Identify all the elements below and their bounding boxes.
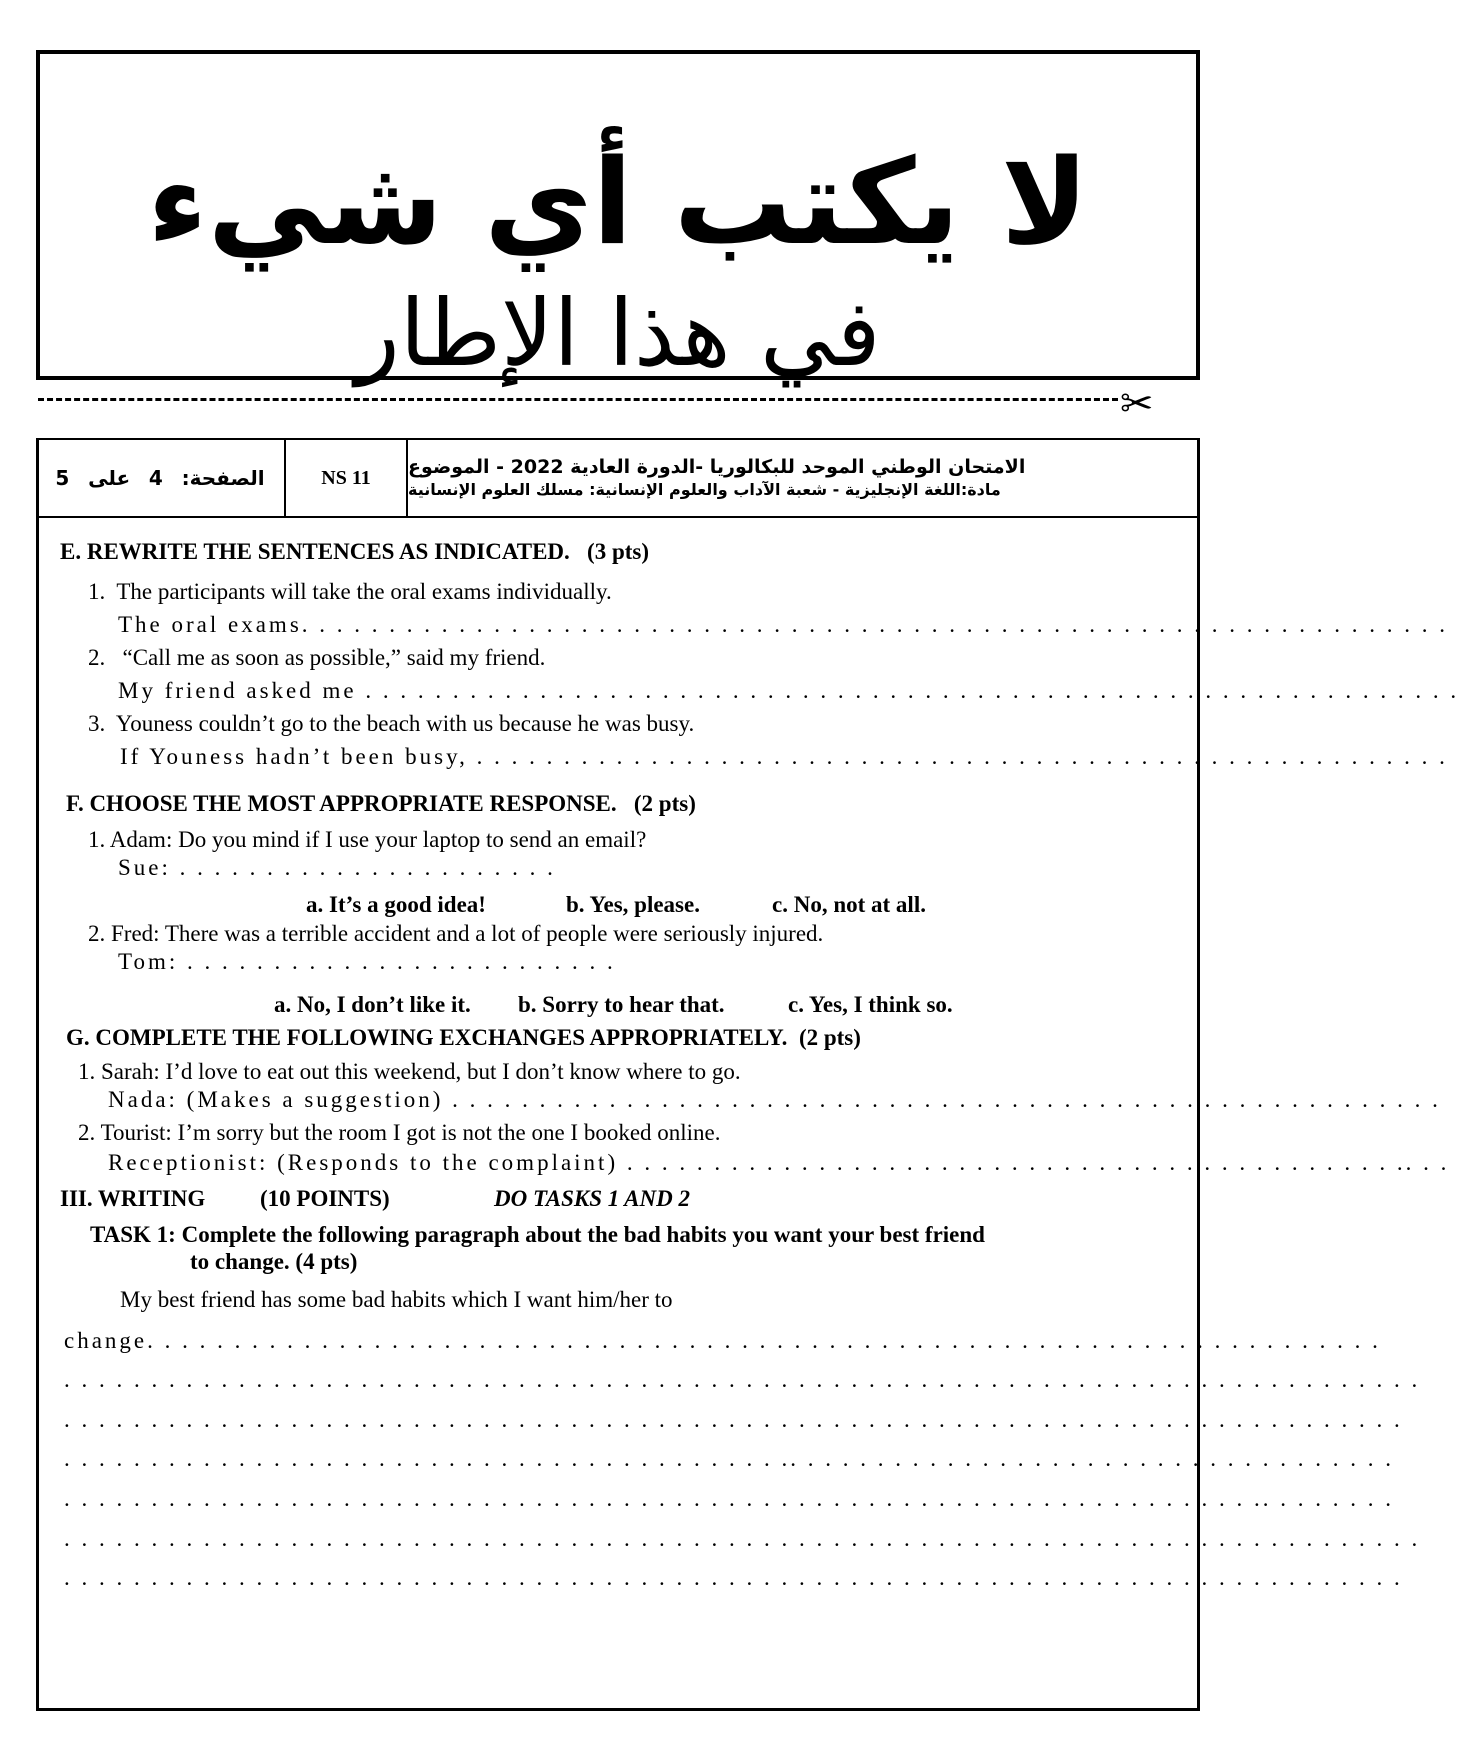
g-q2-answer[interactable]: Receptionist: (Responds to the complaint) . . . . . . . . . . . . . . . . . . . . . . . . . . . . . . . . . . . . . . . . . . . . .. . .: [108, 1150, 1450, 1175]
exam-code: NS 11: [286, 440, 408, 516]
section-f-title: F. CHOOSE THE MOST APPROPRIATE RESPONSE.: [66, 791, 617, 816]
page-total: 5: [55, 466, 70, 490]
section-e-points: (3 pts): [587, 539, 650, 564]
f-q1-option-a[interactable]: a. It’s a good idea!: [306, 892, 486, 917]
section-g-heading: [66, 1024, 861, 1052]
section-f-points: (2 pts): [633, 791, 696, 816]
e-item-3-prompt: [88, 710, 694, 738]
writing-instruction: DO TASKS 1 AND 2: [494, 1186, 690, 1211]
writing-points: (10 POINTS): [260, 1186, 390, 1211]
f-q2: 2. Fred: There was a terrible accident and a lot of people were seriously injured.: [88, 921, 824, 946]
exam-subject: مادة:اللغة الإنجليزية - شعبة الآداب والعلوم الإنسانية: مسلك العلوم الإنسانية: [408, 480, 1001, 499]
task1-instruction-2: to change. (4 pts): [190, 1249, 358, 1274]
section-e-title: E. REWRITE THE SENTENCES AS INDICATED.: [60, 539, 570, 564]
f-q2-option-a[interactable]: a. No, I don’t like it.: [274, 992, 471, 1017]
paragraph-starter: My best friend has some bad habits which I want him/her to: [120, 1287, 673, 1312]
exam-header: [36, 438, 1200, 518]
page-of: على: [88, 466, 131, 490]
e-item-3-number: 3.: [88, 711, 106, 736]
exam-title: الامتحان الوطني الموحد للبكالوريا -الدورة العادية 2022 - الموضوع: [408, 456, 1026, 478]
e-item-3-text: Youness couldn’t go to the beach with us because he was busy.: [115, 711, 695, 736]
e-item-2-answer[interactable]: My friend asked me . . . . . . . . . . . . . . . . . . . . . . . . . . . . . . . . . . . . . . . . . . . . . . . . . . . . . . . . . . . . . . .: [118, 678, 1459, 703]
f-q1-blank[interactable]: Sue: . . . . . . . . . . . . . . . . . . . . . .: [118, 855, 556, 880]
section-e-heading: [60, 538, 649, 566]
e-item-1-number: 1.: [88, 579, 106, 604]
scissors-icon: ✂: [1120, 381, 1154, 427]
g-q1: 1. Sarah: I’d love to eat out this weekend, but I don’t know where to go.: [78, 1059, 741, 1084]
writing-line[interactable]: . . . . . . . . . . . . . . . . . . . . . . . . . . . . . . . . . . . . . . . . . . . . . . . . . . . . . . . . . . . . . . . . . . . . . . . . . . . . . .: [64, 1367, 1421, 1392]
warning-line-2: في هذا الإطار: [355, 280, 881, 387]
do-not-write-box: [36, 50, 1200, 387]
e-item-1-text: The participants will take the oral exams individually.: [116, 579, 612, 604]
f-q2-option-c[interactable]: c. Yes, I think so.: [788, 992, 953, 1017]
section-f-heading: [66, 790, 696, 818]
task1-instruction-1: TASK 1: Complete the following paragraph about the bad habits you want your best friend: [90, 1222, 985, 1247]
f-q1-option-b[interactable]: b. Yes, please.: [566, 892, 700, 917]
e-item-2-number: 2.: [88, 645, 106, 670]
page-label: الصفحة:: [181, 466, 265, 490]
f-q2-blank[interactable]: Tom: . . . . . . . . . . . . . . . . . . . . . . . . .: [118, 949, 616, 974]
writing-line[interactable]: . . . . . . . . . . . . . . . . . . . . . . . . . . . . . . . . . . . . . . . . . . . . . . . . . . . . . . . . . . . . . . . . . . . . .. . . . . . . .: [64, 1486, 1394, 1511]
e-item-1-prompt: [88, 578, 612, 606]
exam-title-cell: [408, 440, 1200, 516]
writing-line[interactable]: change. . . . . . . . . . . . . . . . . . . . . . . . . . . . . . . . . . . . . . . . . . . . . . . . . . . . . . . . . . . . . . . . . . . . . . .: [64, 1328, 1381, 1353]
writing-line[interactable]: . . . . . . . . . . . . . . . . . . . . . . . . . . . . . . . . . . . . . . . . . . . . . . . . . . . . . . . . . . . . . . . . . . . . . . . . . . . . . .: [64, 1526, 1421, 1551]
g-q2: 2. Tourist: I’m sorry but the room I got is not the one I booked online.: [78, 1120, 721, 1145]
writing-line[interactable]: . . . . . . . . . . . . . . . . . . . . . . . . . . . . . . . . . . . . . . . . . . . . . . . . . . . . . . . . . . . . . . . . . . . . . . . . . . . . .: [64, 1407, 1403, 1432]
e-item-1-answer[interactable]: The oral exams. . . . . . . . . . . . . . . . . . . . . . . . . . . . . . . . . . . . . . . . . . . . . . . . . . . . . . . . . . . . . . . . . .: [118, 612, 1449, 637]
e-item-2-prompt: [88, 644, 545, 672]
warning-line-1: لا يكتب أي شيء: [147, 133, 1089, 271]
page-current: 4: [148, 466, 163, 490]
f-q1-option-c[interactable]: c. No, not at all.: [772, 892, 926, 917]
writing-line[interactable]: . . . . . . . . . . . . . . . . . . . . . . . . . . . . . . . . . . . . . . . . . . . . . . . . . . . . . . . . . . . . . . . . . . . . . . . . . . . . .: [64, 1565, 1403, 1590]
section-g-points: (2 pts): [798, 1025, 861, 1050]
f-q1: 1. Adam: Do you mind if I use your laptop to send an email?: [88, 827, 647, 852]
writing-line[interactable]: . . . . . . . . . . . . . . . . . . . . . . . . . . . . . . . . . . . . . . . . . .. . . . . . . . . . . . . . . . . . . . . . . . . . . . . . . . . . .: [64, 1446, 1394, 1471]
e-item-2-text: “Call me as soon as possible,” said my friend.: [122, 645, 546, 670]
page-number-cell: [36, 440, 286, 516]
section-g-title: G. COMPLETE THE FOLLOWING EXCHANGES APPROPRIATELY.: [66, 1025, 788, 1050]
writing-title: III. WRITING: [60, 1186, 206, 1211]
e-item-3-answer[interactable]: If Youness hadn’t been busy, . . . . . . . . . . . . . . . . . . . . . . . . . . . . . . . . . . . . . . . . . . . . . . . . . . . . . . . .: [120, 744, 1448, 769]
cut-line: [38, 398, 1118, 401]
f-q2-option-b[interactable]: b. Sorry to hear that.: [518, 992, 725, 1017]
g-q1-answer[interactable]: Nada: (Makes a suggestion) . . . . . . . . . . . . . . . . . . . . . . . . . . . . . . . . . . . . . . . . . . . . . . . . . . . . . . . . .: [108, 1087, 1441, 1112]
